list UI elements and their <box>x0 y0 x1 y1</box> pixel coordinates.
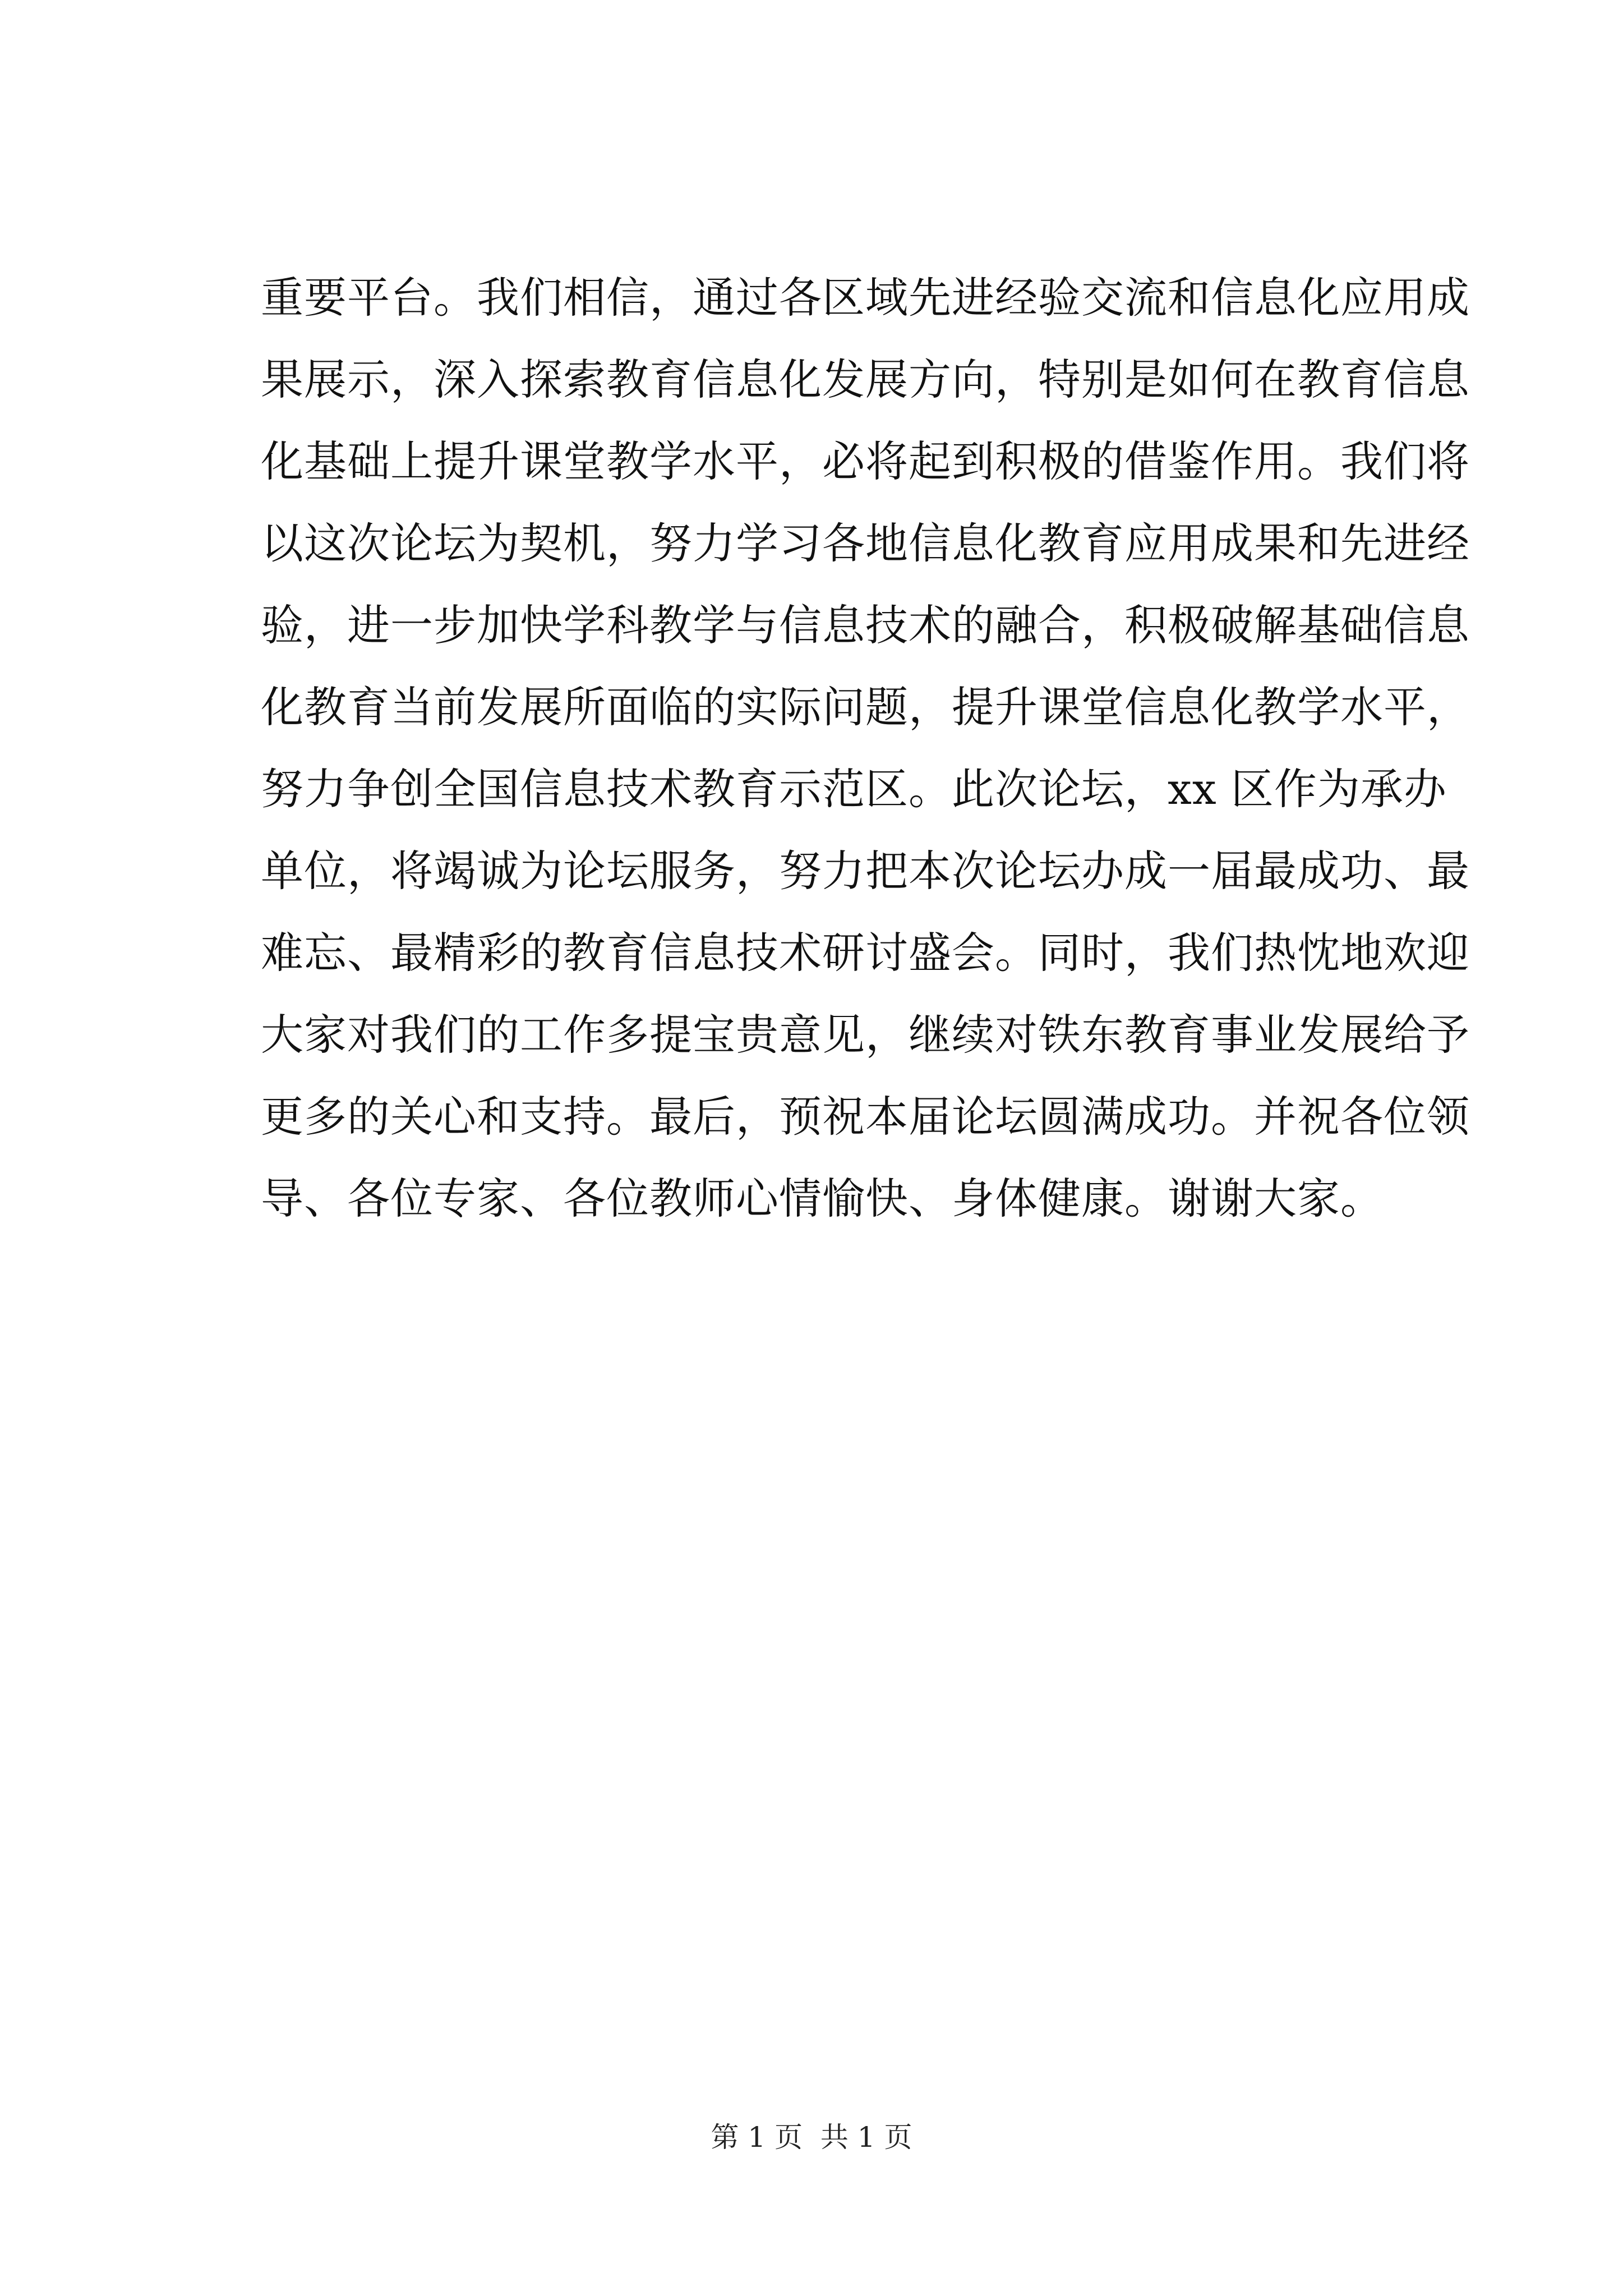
paragraph-line: 更多的关心和支持。最后，预祝本届论坛圆满成功。并祝各位领 <box>261 1092 1470 1142</box>
paragraph-line: 重要平台。我们相信，通过各区域先进经验交流和信息化应用成 <box>261 273 1470 323</box>
paragraph-line: 化基础上提升课堂教学水平，必将起到积极的借鉴作用。我们将 <box>261 436 1470 486</box>
paragraph-line: 果展示，深入探索教育信息化发展方向，特别是如何在教育信息 <box>261 355 1470 404</box>
paragraph-line: 努力争创全国信息技术教育示范区。此次论坛，xx 区作为承办 <box>261 764 1447 814</box>
paragraph-line: 导、各位专家、各位教师心情愉快、身体健康。谢谢大家。 <box>261 1174 1384 1223</box>
body-paragraph <box>261 257 1470 1240</box>
page-number-label: 第 1 页 共 1 页 <box>711 2121 912 2154</box>
paragraph-line: 以这次论坛为契机，努力学习各地信息化教育应用成果和先进经 <box>261 518 1470 568</box>
page-footer <box>0 2118 1623 2157</box>
paragraph-line: 化教育当前发展所面临的实际问题，提升课堂信息化教学水平， <box>261 682 1470 732</box>
paragraph-line: 难忘、最精彩的教育信息技术研讨盛会。同时，我们热忱地欢迎 <box>261 928 1470 978</box>
paragraph-line: 验，进一步加快学科教学与信息技术的融合，积极破解基础信息 <box>261 600 1470 650</box>
paragraph-line: 单位，将竭诚为论坛服务，努力把本次论坛办成一届最成功、最 <box>261 846 1470 896</box>
paragraph-line: 大家对我们的工作多提宝贵意见，继续对铁东教育事业发展给予 <box>261 1010 1470 1060</box>
